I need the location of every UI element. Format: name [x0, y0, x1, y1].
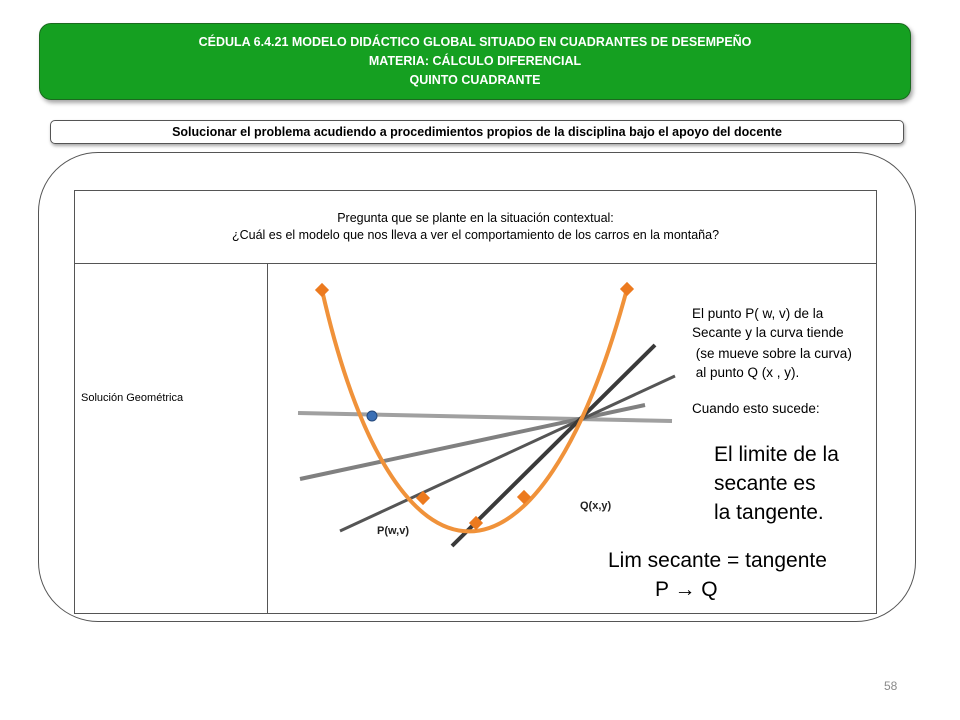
parabola-curve: [322, 289, 627, 531]
tangent-line: [452, 345, 655, 546]
curve-marker-left-top: [315, 283, 329, 297]
header-quadrant: QUINTO CUADRANTE: [409, 73, 541, 87]
explanation-line-5: Cuando esto sucede:: [692, 401, 820, 416]
explanation-line-4: al punto Q (x , y).: [692, 365, 800, 380]
label-p: P(w,v): [377, 525, 409, 537]
secant-line-light: [298, 413, 672, 421]
formula-line-1: Lim secante = tangente: [608, 549, 827, 572]
conclusion-line-3: la tangente.: [714, 501, 824, 524]
curve-marker-left-mid: [416, 491, 430, 505]
formula-line-2: P → Q: [655, 578, 718, 601]
page-number: 58: [884, 679, 898, 693]
explanation-line-2: Secante y la curva tiende: [692, 325, 844, 340]
explanation-line-3: (se mueve sobre la curva): [692, 346, 852, 361]
header-title: CÉDULA 6.4.21 MODELO DIDÁCTICO GLOBAL SITUADO EN CUADRANTES DE DESEMPEÑO: [198, 35, 752, 49]
explanation-line-1: El punto P( w, v) de la: [692, 306, 824, 321]
secant-line-dark: [340, 376, 675, 531]
instruction-text: Solucionar el problema acudiendo a procedimientos propios de la disciplina bajo el apoyo del docente: [172, 125, 782, 139]
conclusion-line-2: secante es: [714, 472, 816, 495]
point-p-marker: [367, 411, 377, 421]
label-q: Q(x,y): [580, 500, 612, 512]
question-text: ¿Cuál es el modelo que nos lleva a ver el comportamiento de los carros en la montaña?: [231, 228, 720, 242]
solution-label: Solución Geométrica: [81, 392, 184, 404]
conclusion-line-1: El limite de la: [714, 443, 839, 466]
header-subject: MATERIA: CÁLCULO DIFERENCIAL: [368, 54, 582, 68]
curve-marker-right-top: [620, 282, 634, 296]
question-intro: Pregunta que se plante en la situación contextual:: [337, 211, 614, 225]
